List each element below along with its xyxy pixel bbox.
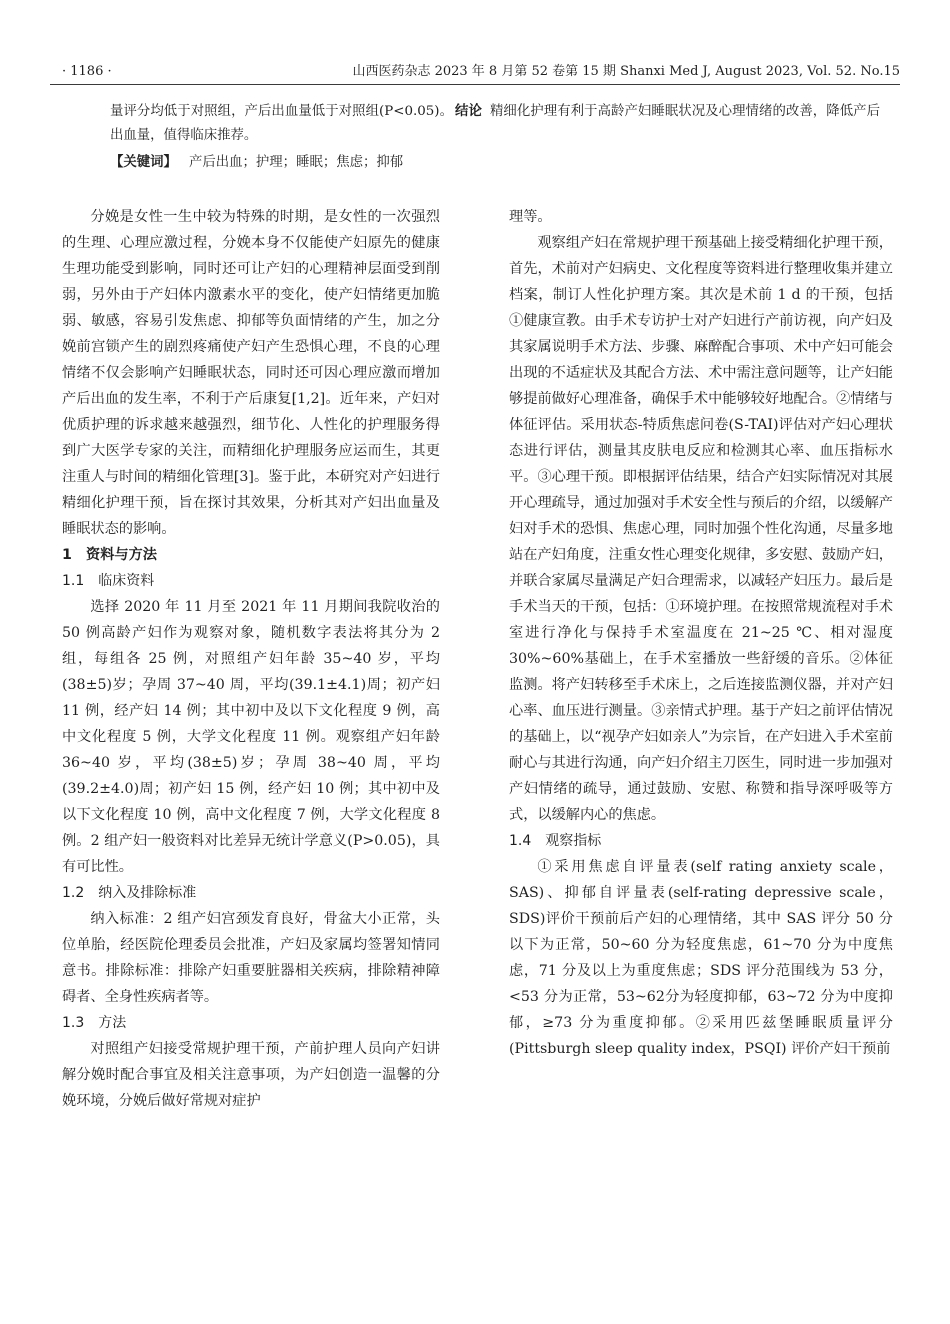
section-1-4-heading: 1.4 观察指标 <box>509 833 602 849</box>
keywords-label: 【关键词】 <box>110 155 177 170</box>
section-1-3-text: 对照组产妇接受常规护理干预，产前护理人员向产妇讲解分娩时配合事宜及相关注意事项，为产妇创造一温馨的分娩环境，分娩后做好常规对症护 <box>62 1041 440 1109</box>
section-1-4-text: ①采用焦虑自评量表(self rating anxiety scale，SAS)、抑郁自评量表(self-rating depressive scale，SDS)评价干预前后产妇的心理情绪，其中 SAS 评分 50 分以下为正常，50~60 分为轻度焦虑，61~70 分为中度焦虑，71 分及以上为重度焦虑；SDS 评分范围线为 53 分，<53 分为正常，53~62分为轻度抑郁，63~72 分为中度抑郁，≥73 分为重度抑郁。②采用匹兹堡睡眠质量评分(Pittsburgh sleep quality index，PSQI) 评价产妇干预前 <box>509 859 893 1057</box>
conclusion-text: 精细化护理有利于高龄产妇睡眠状况及心理情绪的改善，降低产后出血量，值得临床推荐。 <box>110 104 880 143</box>
section-1-1-text: 选择 2020 年 11 月至 2021 年 11 月期间我院收治的 50 例高龄产妇作为观察对象，随机数字表法将其分为 2 组，每组各 25 例，对照组产妇年龄 35~40 岁，平均(38±5)岁；孕周 37~40 周，平均(39.1±4.1)周；初产妇 11 例，经产妇 14 例；其中初中及以下文化程度 9 例，高中文化程度 5 例，大学文化程度 11 例。观察组产妇年龄 36~40 岁，平均(38±5)岁；孕周 38~40 周，平均(39.2±4.0)周；初产妇 15 例，经产妇 10 例；其中初中及以下文化程度 10 例，高中文化程度 7 例，大学文化程度 8 例。2 组产妇一般资料对比差异无统计学意义(P>0.05)，具有可比性。 <box>62 599 440 875</box>
abstract-tail <box>110 100 880 148</box>
journal-running-head: 山西医药杂志 2023 年 8 月第 52 卷第 15 期 Shanxi Med J, August 2023, Vol. 52. No.15 <box>352 64 900 79</box>
keywords <box>110 151 880 175</box>
section-1-1-heading: 1.1 临床资料 <box>62 573 155 589</box>
section-1-3-heading: 1.3 方法 <box>62 1015 127 1031</box>
section-1-2-text: 纳入标准：2 组产妇宫颈发育良好，骨盆大小正常，头位单胎，经医院伦理委员会批准，产妇及家属均签署知情同意书。排除标准：排除产妇重要脏器相关疾病，排除精神障碍者、全身性疾病者等。 <box>62 911 440 1005</box>
method-paragraph: 观察组产妇在常规护理干预基础上接受精细化护理干预，首先，术前对产妇病史、文化程度等资料进行整理收集并建立档案，制订人性化护理方案。其次是术前 1 d 的干预，包括①健康宣教。由手术专访护士对产妇进行产前访视，向产妇及其家属说明手术方法、步骤、麻醉配合事项、术中产妇可能会出现的不适症状及其配合方法、术中需注意问题等，让产妇能够提前做好心理准备，确保手术中能够较好地配合。②情绪与体征评估。采用状态-特质焦虑问卷(S-TAI)评估对产妇心理状态进行评估，测量其皮肤电反应和检测其心率、血压指标水平。③心理干预。即根据评估结果，结合产妇实际情况对其展开心理疏导，通过加强对手术安全性与预后的介绍，以缓解产妇对手术的恐惧、焦虑心理，同时加强个性化沟通，尽量多地站在产妇角度，注重女性心理变化规律，多安慰、鼓励产妇，并联合家属尽量满足产妇合理需求，以减轻产妇压力。最后是手术当天的干预，包括：①环境护理。在按照常规流程对手术室进行净化与保持手术室温度在 21~25 ℃、相对湿度 30%~60%基础上，在手术室播放一些舒缓的音乐。②体征监测。将产妇转移至手术床上，之后连接监测仪器，并对产妇心率、血压进行测量。③亲情式护理。基于产妇之前评估情况的基础上，以“视孕产妇如亲人”为宗旨，在产妇进入手术室前耐心与其进行沟通，向产妇介绍主刀医生，同时进一步加强对产妇情绪的疏导，通过鼓励、安慰、称赞和指导深呼吸等方式，以缓解内心的焦虑。 <box>509 235 893 823</box>
page-number: · 1186 · <box>62 64 112 79</box>
section-1-2-heading: 1.2 纳入及排除标准 <box>62 885 197 901</box>
abstract-results-tail: 量评分均低于对照组，产后出血量低于对照组(P<0.05)。 <box>110 104 454 119</box>
conclusion-label: 结论 <box>455 104 482 119</box>
page-header <box>50 60 900 85</box>
section-1-heading: 1 资料与方法 <box>62 547 157 563</box>
intro-paragraph: 分娩是女性一生中较为特殊的时期，是女性的一次强烈的生理、心理应激过程，分娩本身不仅能使产妇原先的健康生理功能受到影响，同时还可让产妇的心理精神层面受到削弱，另外由于产妇体内激素水平的变化，使产妇情绪更加脆弱、敏感，容易引发焦虑、抑郁等负面情绪的产生，加之分娩前宫锁产生的剧烈疼痛使产妇产生恐惧心理，不良的心理情绪不仅会影响产妇睡眠状态，同时还可因心理应激而增加产后出血的发生率，不利于产后康复[1,2]。近年来，产妇对优质护理的诉求越来越强烈，细节化、人性化的护理服务得到广大医学专家的关注，而精细化护理服务应运而生，其更注重人与时间的精细化管理[3]。鉴于此，本研究对产妇进行精细化护理干预，旨在探讨其效果，分析其对产妇出血量及睡眠状态的影响。 <box>62 209 440 537</box>
right-column <box>509 204 893 1062</box>
left-column <box>62 204 440 1114</box>
keywords-text: 产后出血；护理；睡眠；焦虑；抑郁 <box>188 155 404 170</box>
continued-text: 理等。 <box>509 209 552 225</box>
